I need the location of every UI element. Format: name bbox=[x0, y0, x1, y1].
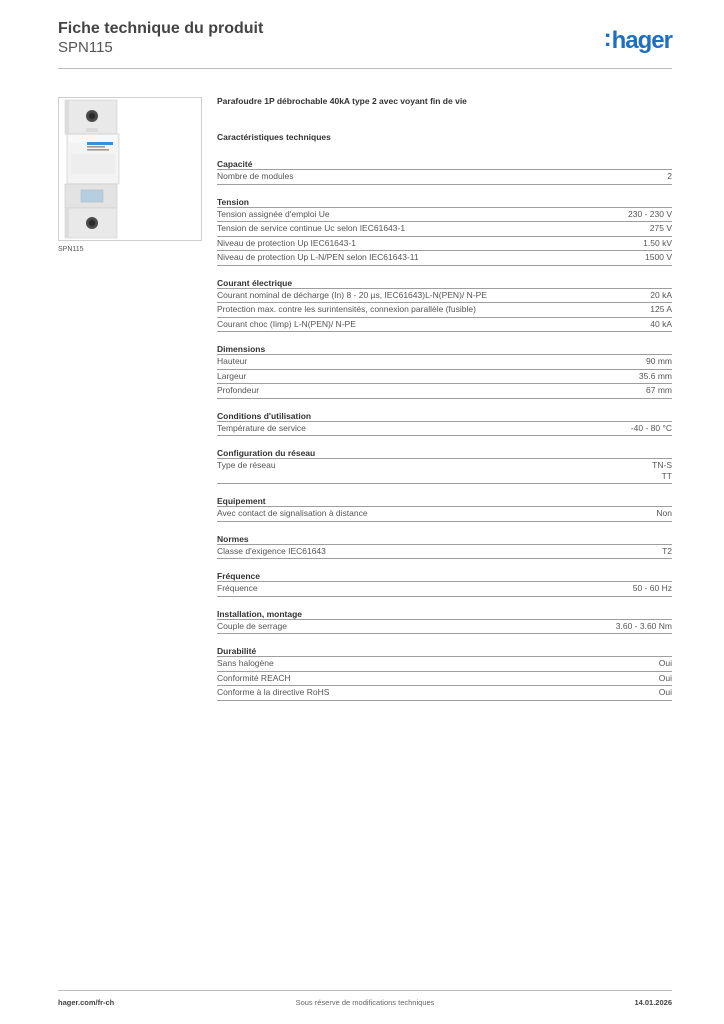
footer-divider bbox=[58, 990, 672, 991]
spec-label: Courant choc (Iimp) L-N(PEN)/ N-PE bbox=[217, 318, 356, 329]
document-title: Fiche technique du produit bbox=[58, 20, 264, 37]
spec-label: Classe d'exigence IEC61643 bbox=[217, 545, 326, 556]
section-title: Installation, montage bbox=[217, 608, 672, 620]
spec-section bbox=[217, 158, 672, 185]
spec-value bbox=[646, 355, 672, 369]
section-title: Normes bbox=[217, 533, 672, 545]
spec-row bbox=[217, 208, 672, 223]
spec-label: Nombre de modules bbox=[217, 171, 294, 181]
spec-label: Avec contact de signalisation à distance bbox=[217, 508, 368, 518]
spec-label: Sans halogène bbox=[217, 658, 274, 668]
spec-value bbox=[633, 582, 672, 596]
spec-value-line: 2 bbox=[667, 171, 672, 181]
spec-value bbox=[652, 460, 672, 482]
section-title: Tension bbox=[217, 196, 672, 208]
spec-value-line: 50 - 60 Hz bbox=[632, 583, 672, 593]
spec-value-line: 230 - 230 V bbox=[628, 208, 672, 219]
spec-value bbox=[646, 384, 672, 398]
spec-label: Hauteur bbox=[217, 356, 248, 366]
spec-section bbox=[217, 645, 672, 701]
spec-value bbox=[643, 237, 672, 251]
spec-row bbox=[217, 251, 672, 266]
spec-section bbox=[217, 343, 672, 399]
specs-heading: Caractéristiques techniques bbox=[217, 132, 331, 142]
spec-row bbox=[217, 289, 672, 304]
spec-section bbox=[217, 495, 672, 522]
spec-value-line: 3.60 - 3.60 Nm bbox=[615, 620, 672, 631]
spec-value-line: TT bbox=[661, 471, 672, 481]
spec-value-line: T2 bbox=[662, 545, 672, 556]
page-header bbox=[58, 20, 672, 70]
spec-section bbox=[217, 410, 672, 437]
spec-value bbox=[650, 289, 672, 303]
spec-value-line: TN-S bbox=[652, 460, 672, 470]
spec-section bbox=[217, 447, 672, 484]
spec-value bbox=[650, 318, 672, 332]
spec-label: Niveau de protection Up IEC61643-1 bbox=[217, 237, 356, 248]
spec-row bbox=[217, 370, 672, 385]
spec-label: Profondeur bbox=[217, 385, 260, 395]
spec-value bbox=[656, 507, 672, 521]
spec-value bbox=[645, 251, 672, 265]
spec-content bbox=[217, 96, 672, 712]
spec-label: Type de réseau bbox=[217, 460, 276, 470]
spec-label: Conforme à la directive RoHS bbox=[217, 687, 330, 697]
product-reference: SPN115 bbox=[58, 39, 113, 56]
surge-protector-image bbox=[59, 98, 201, 240]
spec-value bbox=[616, 620, 672, 634]
spec-value-line: 90 mm bbox=[646, 356, 672, 366]
spec-value-line: Non bbox=[656, 508, 672, 518]
footer-website: hager.com/fr-ch bbox=[58, 998, 115, 1007]
spec-row bbox=[217, 422, 672, 437]
spec-row bbox=[217, 507, 672, 522]
spec-row bbox=[217, 384, 672, 399]
spec-value bbox=[650, 303, 672, 317]
spec-label: Largeur bbox=[217, 370, 247, 381]
spec-row bbox=[217, 582, 672, 597]
spec-value-line: 125 A bbox=[650, 304, 672, 314]
spec-row bbox=[217, 318, 672, 333]
section-title: Equipement bbox=[217, 495, 672, 507]
spec-value bbox=[639, 370, 672, 384]
spec-value-line: -40 - 80 °C bbox=[630, 422, 672, 433]
footer-date: 14.01.2026 bbox=[634, 998, 672, 1007]
spec-row bbox=[217, 657, 672, 672]
spec-value-line: 67 mm bbox=[646, 385, 672, 395]
section-title: Fréquence bbox=[217, 570, 672, 582]
footer-notice: Sous réserve de modifications techniques bbox=[295, 998, 435, 1007]
spec-value bbox=[631, 422, 672, 436]
spec-value-line: Oui bbox=[658, 672, 672, 683]
spec-value bbox=[659, 657, 672, 671]
spec-section bbox=[217, 533, 672, 560]
spec-value-line: 1.50 kV bbox=[643, 237, 672, 248]
spec-value bbox=[650, 222, 672, 236]
spec-value-line: 40 kA bbox=[650, 318, 672, 329]
product-image-caption: SPN115 bbox=[58, 246, 84, 253]
spec-value bbox=[628, 208, 672, 222]
spec-label: Courant nominal de décharge (In) 8 - 20 µs, IEC61643)L-N(PEN)/ N-PE bbox=[217, 289, 487, 300]
spec-row bbox=[217, 237, 672, 252]
spec-section bbox=[217, 277, 672, 333]
header-divider bbox=[58, 68, 672, 69]
section-title: Durabilité bbox=[217, 645, 672, 657]
spec-value bbox=[659, 672, 672, 686]
spec-label: Tension assignée d'emploi Ue bbox=[217, 208, 330, 219]
spec-row bbox=[217, 303, 672, 318]
spec-value bbox=[659, 686, 672, 700]
spec-value-line: 20 kA bbox=[650, 289, 672, 300]
spec-row bbox=[217, 170, 672, 185]
spec-label: Température de service bbox=[217, 422, 306, 433]
spec-row bbox=[217, 355, 672, 370]
spec-label: Couple de serrage bbox=[217, 620, 287, 631]
spec-label: Tension de service continue Uc selon IEC61643-1 bbox=[217, 223, 406, 233]
spec-section bbox=[217, 196, 672, 266]
logo-text: hager bbox=[611, 27, 672, 54]
spec-label: Protection max. contre les surintensités, connexion parallèle (fusible) bbox=[217, 304, 476, 314]
page-footer bbox=[58, 998, 672, 1010]
spec-value-line: 1500 V bbox=[645, 252, 672, 262]
spec-row bbox=[217, 545, 672, 560]
spec-section bbox=[217, 570, 672, 597]
product-image-frame bbox=[58, 97, 202, 241]
section-title: Dimensions bbox=[217, 343, 672, 355]
spec-row bbox=[217, 620, 672, 635]
section-title: Conditions d'utilisation bbox=[217, 410, 672, 422]
spec-value bbox=[662, 545, 672, 559]
spec-sections bbox=[217, 158, 672, 701]
spec-value-line: 275 V bbox=[649, 223, 672, 233]
spec-row bbox=[217, 672, 672, 687]
spec-value-line: Oui bbox=[658, 687, 672, 697]
hager-logo: :hager bbox=[603, 25, 672, 54]
spec-label: Conformité REACH bbox=[217, 672, 291, 683]
spec-value-line: Oui bbox=[658, 658, 672, 668]
section-title: Courant électrique bbox=[217, 277, 672, 289]
spec-label: Niveau de protection Up L-N/PEN selon IEC61643-11 bbox=[217, 252, 419, 262]
spec-row bbox=[217, 459, 672, 484]
section-title: Capacité bbox=[217, 158, 672, 170]
spec-row bbox=[217, 686, 672, 701]
product-description: Parafoudre 1P débrochable 40kA type 2 avec voyant fin de vie bbox=[217, 96, 467, 106]
spec-section bbox=[217, 608, 672, 635]
spec-value-line: 35.6 mm bbox=[638, 370, 672, 381]
spec-label: Fréquence bbox=[217, 583, 258, 593]
section-title: Configuration du réseau bbox=[217, 447, 672, 459]
spec-value bbox=[667, 170, 672, 184]
spec-row bbox=[217, 222, 672, 237]
